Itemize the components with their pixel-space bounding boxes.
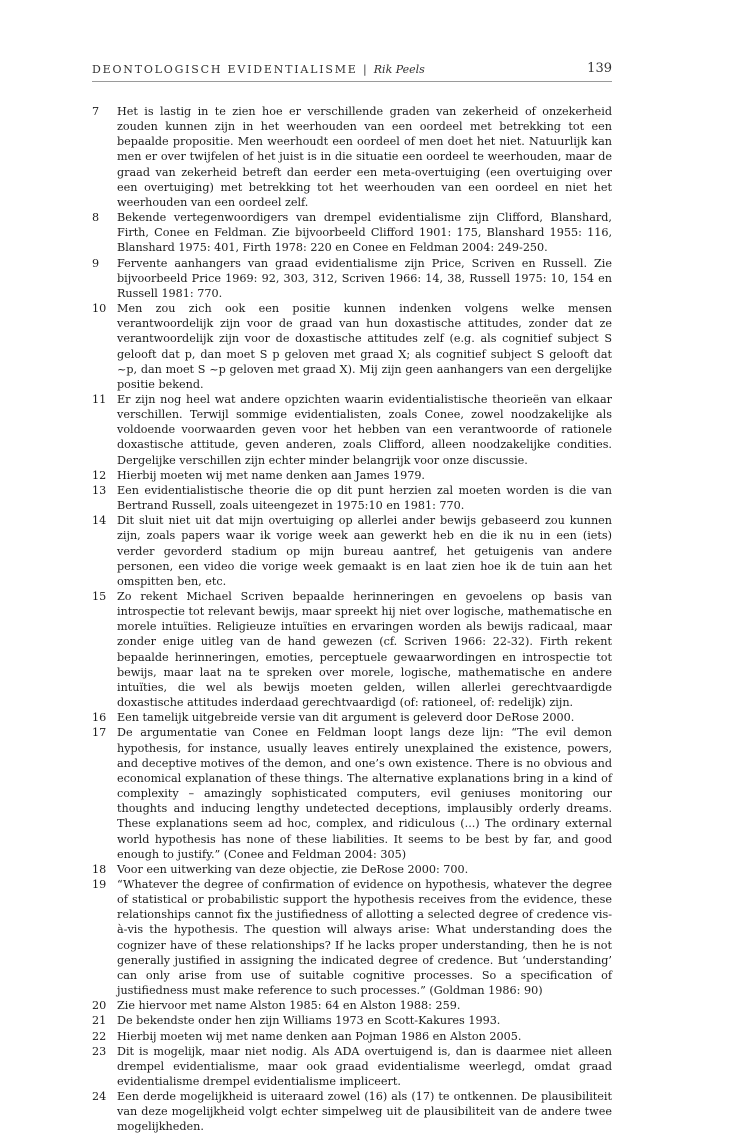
note-number: 12 xyxy=(92,468,107,482)
note-15 xyxy=(92,589,612,710)
note-number: 14 xyxy=(92,514,107,528)
note-text: Een tamelijk uitgebreide versie van dit argument is geleverd door DeRose 2000. xyxy=(117,711,575,725)
note-text: Zie hiervoor met name Alston 1985: 64 en Alston 1988: 259. xyxy=(117,999,461,1013)
note-text: Een evidentialistische theorie die op dit punt herzien zal moeten worden is die van Bertrand Russell, zoals uiteengezet in 1975:10 en 1981: 770. xyxy=(117,483,612,513)
note-18 xyxy=(92,862,612,877)
note-20 xyxy=(92,998,612,1013)
note-text: Een derde mogelijkheid is uiteraard zowel (16) als (17) te ontkennen. De plausibiliteit van deze mogelijkheid volgt echter simpelweg uit de plausibiliteit van de andere twee mogelijkheden. xyxy=(117,1090,612,1134)
note-number: 17 xyxy=(92,726,107,740)
note-10 xyxy=(92,301,612,392)
running-header xyxy=(92,63,612,79)
note-16 xyxy=(92,710,612,725)
note-text: De bekendste onder hen zijn Williams 1973 en Scott-Kakures 1993. xyxy=(117,1014,501,1028)
note-number: 7 xyxy=(92,105,100,118)
note-text: “Whatever the degree of confirmation of evidence on hypothesis, whatever the degree of statistical or probabilistic support the hypothesis receives from the evidence, these relationships cannot fix the justifiedness of allotting a selected degree of credence vis-à-vis the hypothesis. The question will always arise: What understanding does the cognizer have of these relationships? If he lacks proper understanding, then he is not generally justified in assigning the indicated degree of credence. But ‘understanding’ can only arise from use of suitable cognitive processes. So a specification of justifiedness must make reference to such processes.” (Goldman 1986: 90) xyxy=(117,877,612,998)
note-12 xyxy=(92,468,612,483)
note-text: Men zou zich ook een positie kunnen indenken volgens welke mensen verantwoordelijk zijn voor de graad van hun doxastische attitudes, zonder dat ze verantwoordelijk zijn voor de doxastische attitudes zelf (e.g. als cognitief subject S gelooft dat p, dan moet S p geloven met graad X; als cognitief subject S gelooft dat ~p, dan moet S ~p geloven met graad X). Mij zijn geen aanhangers van een dergelijke positie bekend. xyxy=(117,302,612,391)
author-name: Rik Peels xyxy=(373,63,425,76)
note-text: Voor een uitwerking van deze objectie, zie DeRose 2000: 700. xyxy=(117,862,469,876)
note-text: Hierbij moeten wij met name denken aan James 1979. xyxy=(117,468,425,482)
page-number: 139 xyxy=(587,61,612,76)
header-separator: | xyxy=(362,63,369,76)
note-number: 13 xyxy=(92,483,107,497)
note-text: Dit sluit niet uit dat mijn overtuiging op allerlei ander bewijs gebaseerd zou kunnen zijn, zoals papers waar ik vorige week aan gewerkt heb en die ik nu in een (iets) verder gevorderd stadium op mijn bureau aantref, het getuigenis van andere personen, een video die vorige week gemaakt is en laat zien hoe ik de tuin aan het omspitten ben, etc. xyxy=(117,514,612,588)
note-8 xyxy=(92,210,612,255)
note-text: Hierbij moeten wij met name denken aan Pojman 1986 en Alston 2005. xyxy=(117,1029,522,1043)
note-number: 10 xyxy=(92,302,107,316)
running-title xyxy=(92,63,425,76)
note-24 xyxy=(92,1089,612,1134)
note-number: 8 xyxy=(92,211,100,225)
endnotes-list xyxy=(92,104,612,1135)
note-number: 19 xyxy=(92,877,107,891)
note-text: Dit is mogelijk, maar niet nodig. Als ADA overtuigend is, dan is daarmee niet alleen drempel evidentialisme, maar ook graad evidentialisme weerlegd, omdat graad evidentialisme drempel evidentialisme impliceert. xyxy=(117,1044,612,1088)
note-text: Er zijn nog heel wat andere opzichten waarin evidentialistische theorieën van elkaar verschillen. Terwijl sommige evidentialisten, zoals Conee, zowel noodzakelijke als voldoende voorwaarden geven voor het hebben van een verantwoorde of rationele doxastische attitude, geven anderen, zoals Clifford, alleen noodzakelijke condities. Dergelijke verschillen zijn echter minder belangrijk voor onze discussie. xyxy=(117,392,612,467)
note-number: 11 xyxy=(92,392,107,406)
note-text: De argumentatie van Conee en Feldman loopt langs deze lijn: “The evil demon hypothesis, for instance, usually leaves entirely unexplained the existence, powers, and deceptive motives of the demon, and one’s own existence. There is no obvious and economical explanation of these things. The alternative explanations bring in a kind of complexity – amazingly sophisticated computers, evil geniuses monitoring our thoughts and inducing lengthy undetected deceptions, implausibly orderly dreams. These explanations seem ad hoc, complex, and ridiculous (...) The ordinary external world hypothesis has none of these liabilities. It seems to be best by far, and good enough to justify.” (Conee and Feldman 2004: 305) xyxy=(117,726,612,861)
note-number: 21 xyxy=(92,1014,107,1028)
note-text: Het is lastig in te zien hoe er verschillende graden van zekerheid of onzekerheid zouden kunnen zijn in het weerhouden van een oordeel met betrekking tot een bepaalde propositie. Men weerhoudt een oordeel of men doet het niet. Natuurlijk kan men er over twijfelen of het juist is in die situatie een oordeel te weerhouden, maar de graad van zekerheid betreft dan eerder een meta-overtuiging (een overtuiging over een overtuiging) met betrekking tot het weerhouden van een oordeel en niet het weerhouden van een oordeel zelf. xyxy=(117,105,612,209)
note-text: Bekende vertegenwoordigers van drempel evidentialisme zijn Clifford, Blanshard, Firth, Conee en Feldman. Zie bijvoorbeeld Clifford 1901: 175, Blanshard 1955: 116, Blanshard 1975: 401, Firth 1978: 220 en Conee en Feldman 2004: 249-250. xyxy=(117,211,612,255)
note-14 xyxy=(92,513,612,589)
note-number: 15 xyxy=(92,590,107,603)
note-7 xyxy=(92,104,612,210)
note-number: 24 xyxy=(92,1090,107,1104)
note-13 xyxy=(92,483,612,513)
note-19 xyxy=(92,877,612,998)
note-number: 9 xyxy=(92,256,100,270)
running-title-text: DEONTOLOGISCH EVIDENTIALISME xyxy=(92,63,358,76)
note-11 xyxy=(92,392,612,468)
note-17 xyxy=(92,725,612,861)
note-number: 18 xyxy=(92,862,107,876)
note-23 xyxy=(92,1044,612,1089)
note-number: 16 xyxy=(92,711,107,725)
note-text: Fervente aanhangers van graad evidentialisme zijn Price, Scriven en Russell. Zie bijvoorbeeld Price 1969: 92, 303, 312, Scriven 1966: 14, 38, Russell 1975: 10, 154 en Russell 1981: 770. xyxy=(117,256,612,300)
note-number: 22 xyxy=(92,1029,107,1043)
note-22 xyxy=(92,1029,612,1044)
note-number: 20 xyxy=(92,999,107,1013)
header-rule xyxy=(92,81,612,82)
note-21 xyxy=(92,1013,612,1028)
note-number: 23 xyxy=(92,1044,107,1058)
note-text: Zo rekent Michael Scriven bepaalde herinneringen en gevoelens op basis van introspectie tot relevant bewijs, maar spreekt hij niet over logische, mathematische en morele intuïties. Religieuze intuïties en ervaringen worden als bewijs radicaal, maar zonder enige uitleg van de hand gewezen (cf. Scriven 1966: 22-32). Firth rekent bepaalde herinneringen, emoties, perceptuele gewaarwordingen en introspectie tot bewijs, maar laat na te spreken over morele, logische, mathematische en andere intuïties, die wel als bewijs moeten gelden, willen allerlei gerechtvaardigde doxastische attitudes inderdaad gerechtvaardigd (of: rationeel, of: redelijk) zijn. xyxy=(117,590,612,710)
note-9 xyxy=(92,256,612,301)
